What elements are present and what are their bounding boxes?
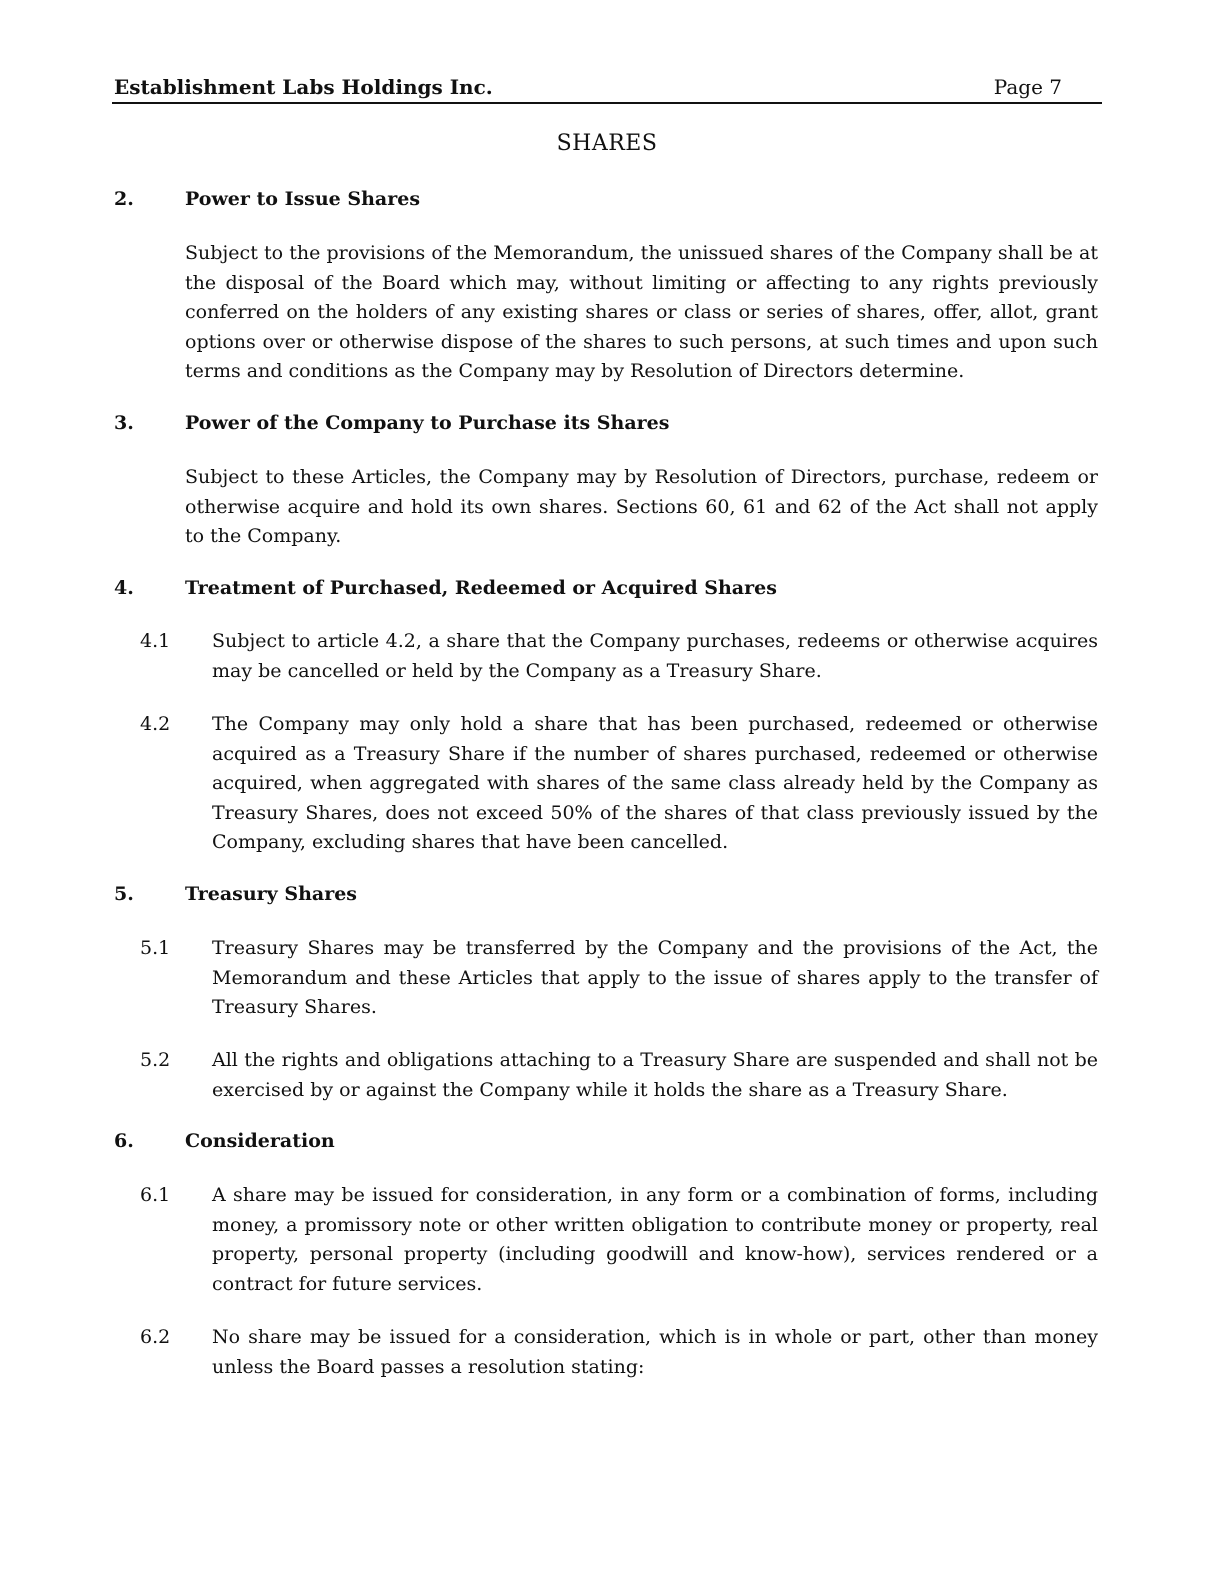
article-number: 6. <box>114 1130 134 1152</box>
subarticle-text: Subject to article 4.2, a share that the Company purchases, redeems or otherwise acquires may be cancelled or held by the Company as a Treasury Share. <box>212 630 1098 682</box>
section-title: SHARES <box>556 131 658 156</box>
article-number: 2. <box>114 188 134 210</box>
subarticle-text: A share may be issued for consideration, in any form or a combination of forms, including money, a promissory note or other written obligation to contribute money or property, real property, personal property (including goodwill and know-how), services rendered or a contract for future services. <box>212 1184 1098 1295</box>
subarticle-number: 5.1 <box>140 937 171 959</box>
subarticle-number: 6.2 <box>140 1326 171 1348</box>
article-body-2: Subject to the provisions of the Memorandum, the unissued shares of the Company shall be at the disposal of the Board which may, without limiting or affecting to any rights previously conferred on the holders of any existing shares or class or series of shares, offer, allot, grant options over or otherwise dispose of the shares to such persons, at such times and upon such terms and conditions as the Company may by Resolution of Directors determine. <box>185 242 1098 382</box>
article-number: 4. <box>114 577 134 599</box>
header-company-name: Establishment Labs Holdings Inc. <box>114 75 493 99</box>
page-header <box>112 74 1102 104</box>
article-number: 3. <box>114 412 134 434</box>
article-title: Power of the Company to Purchase its Shares <box>185 412 670 434</box>
header-page-number: Page 7 <box>993 75 1062 99</box>
article-title: Treasury Shares <box>185 883 357 905</box>
subarticle-text: Treasury Shares may be transferred by the Company and the provisions of the Act, the Memorandum and these Articles that apply to the issue of shares apply to the transfer of Treasury Shares. <box>212 937 1098 1018</box>
subarticle-number: 4.2 <box>140 713 171 735</box>
article-number: 5. <box>114 883 134 905</box>
subarticle-text: All the rights and obligations attaching to a Treasury Share are suspended and shall not be exercised by or against the Company while it holds the share as a Treasury Share. <box>212 1049 1098 1101</box>
article-title: Power to Issue Shares <box>185 188 421 210</box>
article-body-3: Subject to these Articles, the Company may by Resolution of Directors, purchase, redeem or otherwise acquire and hold its own shares. Sections 60, 61 and 62 of the Act shall not apply to the Company. <box>185 466 1098 547</box>
article-title: Consideration <box>185 1130 335 1152</box>
subarticle-number: 5.2 <box>140 1049 171 1071</box>
article-title: Treatment of Purchased, Redeemed or Acquired Shares <box>185 577 777 599</box>
subarticle-number: 6.1 <box>140 1184 171 1206</box>
subarticle-number: 4.1 <box>140 630 171 652</box>
subarticle-text: The Company may only hold a share that has been purchased, redeemed or otherwise acquired as a Treasury Share if the number of shares purchased, redeemed or otherwise acquired, when aggregated with shares of the same class already held by the Company as Treasury Shares, does not exceed 50% of the shares of that class previously issued by the Company, excluding shares that have been cancelled. <box>212 713 1098 853</box>
subarticle-text: No share may be issued for a consideration, which is in whole or part, other than money unless the Board passes a resolution stating: <box>212 1326 1098 1378</box>
